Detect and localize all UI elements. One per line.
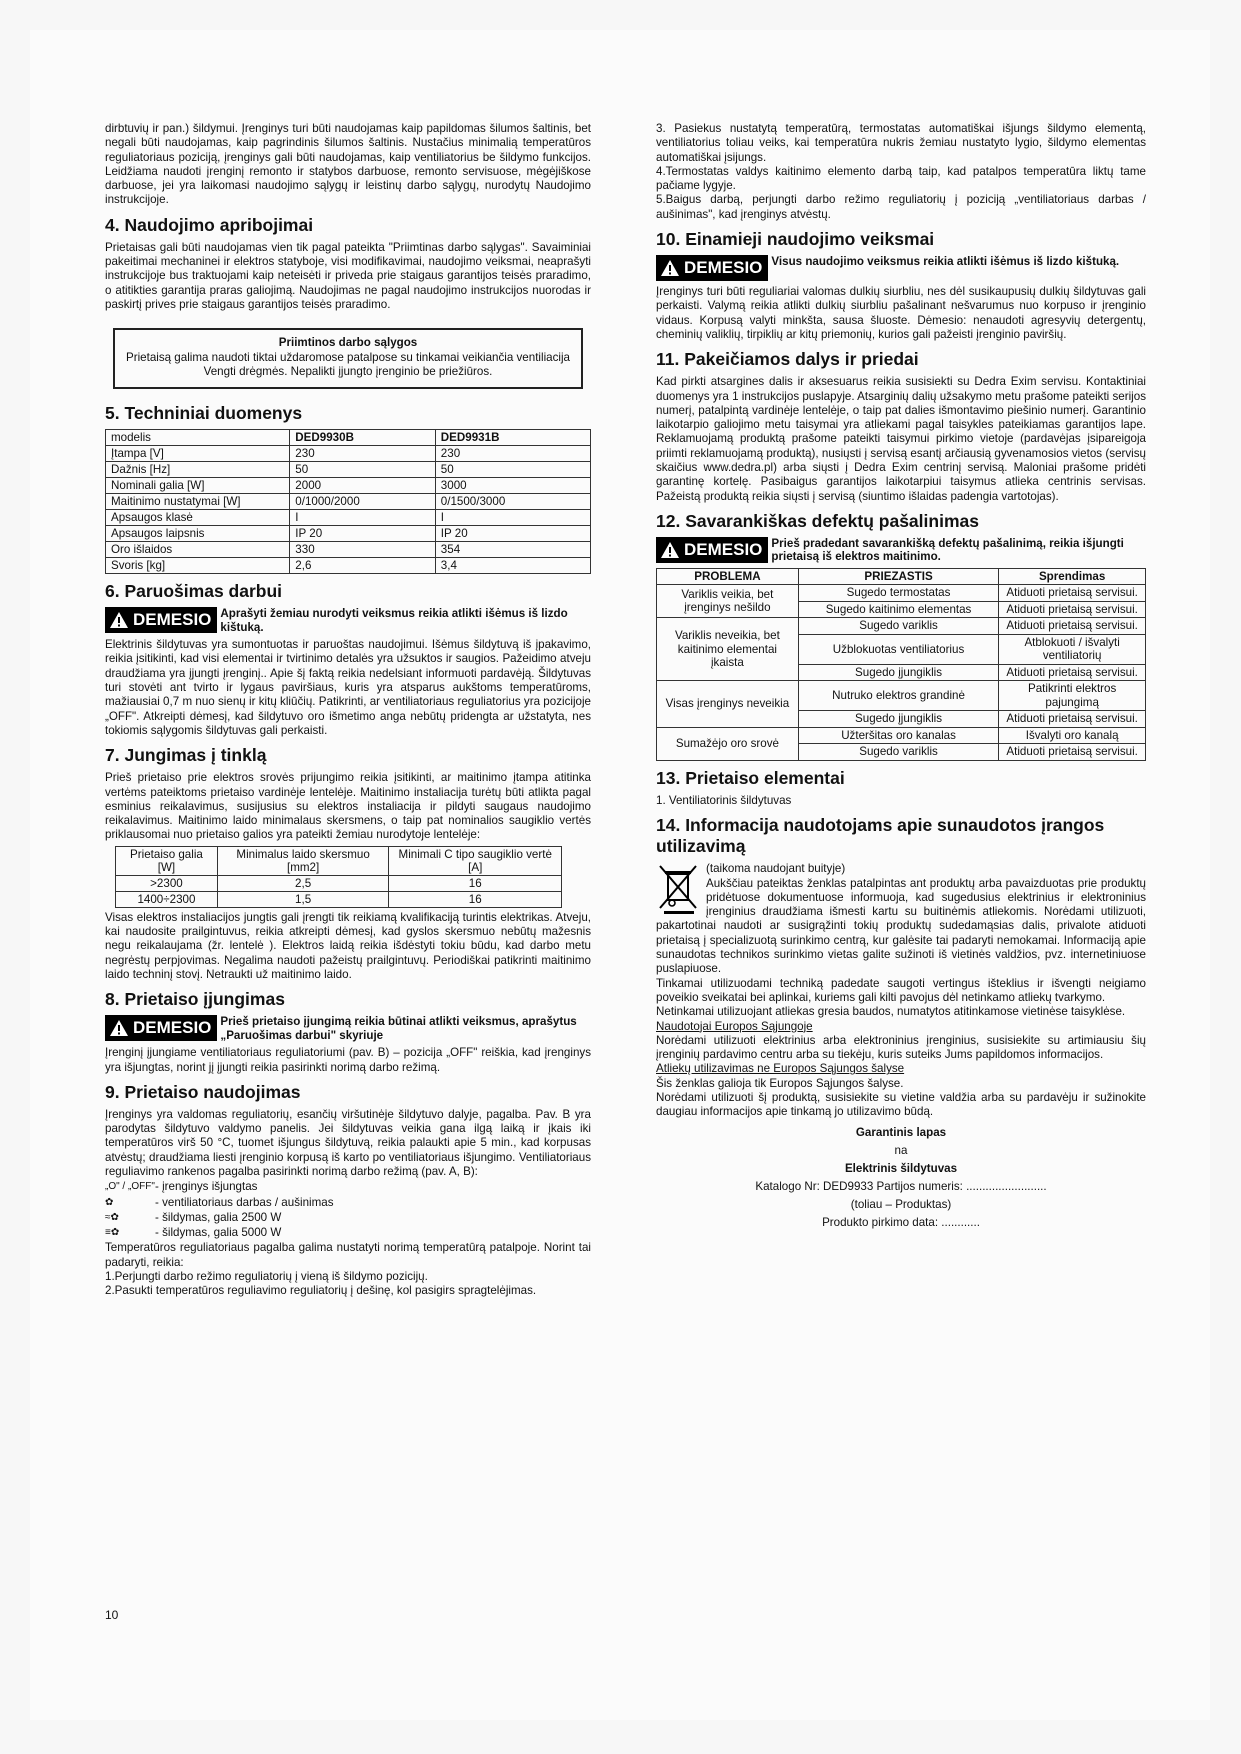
section-11-title: 11. Pakeičiamos dalys ir priedai: [656, 349, 919, 370]
cause-cell: Sugedo įjungiklis: [798, 711, 998, 728]
table-cell: Svoris [kg]: [106, 558, 290, 574]
intro-step-3: 3. Pasiekus nustatytą temperatūrą, termostatas automatiškai išjungs šildymo elementą, ventiliatorius toliau veiks, kai temperatūra nukris žemiau nustatyto lygio, šildymo elementas automatiškai įsijungs.: [656, 122, 1146, 164]
table-cell: 230: [290, 446, 436, 462]
warranty-date: Produkto pirkimo data: ............: [822, 1215, 980, 1229]
solution-cell: Atblokuoti / išvalyti ventiliatorių: [999, 634, 1146, 664]
conditions-box-title: Priimtinos darbo sąlygos: [278, 336, 418, 350]
section-14-text: Aukščiau pateiktas ženklas patalpintas ant produktų arba pavaizduotas prie produktų pridėtuose dokumentuose informuoja, kad sugedusius elektrinius ir elektroninius įrenginius draudžiama išmesti kartu su buitinėmis atliekomis. Norėdami utilizuoti, pakartotinai naudoti ar susigrąžinti tokių produktų sudedamąsias dalis, privalote atiduoti prietaisą į specializuotą surinkimo centrą, kur galėsite tai padaryti nemokamai. Informaciją apie sunaudotas technikos surinkimo vietas galite sužinoti iš vietinės valdžios, pvz. internetiniuose puslapiuose.: [656, 876, 1146, 976]
table-cell: Oro išlaidos: [106, 542, 290, 558]
tech-table-header: [106, 430, 591, 446]
non-eu-text-2: Norėdami utilizuoti šį produktą, susisiekite su vietine valdžia arba su pardavėju ir sužinokite daugiau informacijos apie tinkamą jo utilizavimo būdą.: [656, 1090, 1146, 1119]
cable-table-header: [116, 846, 562, 875]
crossed-bin-icon: [656, 862, 702, 914]
warning-text: Prieš pradedant savarankišką defektų pašalinimą, reikia išjungti prietaisą iš elektros maitinimo.: [771, 536, 1124, 564]
section-10-title: 10. Einamieji naudojimo veiksmai: [656, 229, 935, 250]
table-cell: 330: [290, 542, 436, 558]
intro-text: dirbtuvių ir pan.) šildymui. Įrenginys turi būti naudojamas kaip papildomas šilumos šaltinis, bet negali būti naudojamas, kaip pagrindinis šilumos šaltinis. Nustačius minimalią temperatūros reguliatoriaus poziciją, įrenginys gali būti naudojamas, kaip ventiliatorius be šildymo funkcijos. Leidžiama naudoti įrenginį remonto ir statybos darbuose, remonto servisuose, mėgėjiškose darbuose, jei yra laikomasi naudojimo sąlygų ir leistinų darbo sąlygų, nurodytų Naudojimo instrukcijoje.: [105, 122, 591, 207]
problem-cell: Visas įrenginys neveikia: [657, 681, 799, 728]
section-6-text: Elektrinis šildytuvas yra sumontuotas ir paruoštas naudojimui. Išėmus šildytuvą iš įpakavimo, reikia įsitikinti, kad visi elementai ir tvirtinimo detalės yra užsuktos ir saugios. Pažeidimo atveju draudžiama yra įjungti įrenginį.. Apie šį faktą reikia nedelsiant informuoti pardavėją. Šildytuvas turi stovėti ant tvirto ir lygaus paviršiaus, kuris yra atsparus aukštoms temperatūroms, mažiausiai 0,7 m nuo sienų ir kitų kliūčių. Patikrinti, ar ventiliatoriaus reguliatorius yra pozicijoje „OFF". Atkreipti dėmesį, kad šildytuvo oro išmetimo anga nebūtų pridengta ar užstatyta, nes tokiomis sąlygomis šildytuvas gali perkaisti.: [105, 638, 591, 737]
table-row: [106, 558, 591, 574]
warning-text: Aprašyti žemiau nurodyti veiksmus reikia atlikti išėmus iš lizdo kištuką.: [220, 607, 568, 634]
table-row: [657, 681, 1146, 711]
eu-title: Naudotojai Europos Sąjungoje: [656, 1019, 813, 1033]
table-cell: Maitinimo nustatymai [W]: [106, 494, 290, 510]
section-12-title: 12. Savarankiškas defektų pašalinimas: [656, 510, 979, 531]
section-14-subtitle: (taikoma naudojant buityje): [706, 862, 846, 876]
non-eu-text: Šis ženklas galioja tik Europos Sąjungos šalyse.: [656, 1076, 904, 1090]
warning-triangle-icon: [660, 541, 680, 559]
table-row: [106, 542, 591, 558]
table-cell: Apsaugos laipsnis: [106, 526, 290, 542]
table-cell: I: [290, 510, 436, 526]
solution-cell: Atiduoti prietaisą servisui.: [999, 601, 1146, 618]
table-row: [116, 875, 562, 891]
warning-block: [656, 255, 1146, 281]
section-9-text: Įrenginys yra valdomas reguliatorių, esančių viršutinėje šildytuvo dalyje, pagalba. Pav. B yra parodytas šildytuvo valdymo panelis. Jei šildytuvas veikia gana ilgą laiką ir įkais iki temperatūros virš 50 °C, tuomet išjungus šildytuvą, reikia palaukti apie 5 min., kad korpusas atvėstų; draudžiama liesti įrenginio korpusą iš karto po ventiliatoriaus išjungimo. Ventiliatoriaus reguliavimo rankenos pagalba pasirinkti norimą darbo režimą (pav. A, B):: [105, 1107, 591, 1178]
conditions-box: [113, 328, 583, 389]
page-number: 10: [105, 1608, 119, 1622]
section-7-title: 7. Jungimas į tinklą: [105, 745, 267, 766]
section-14-text-3: Netinkamai utilizuojant atliekas gresia baudos, numatytos atitinkamose vietinėse taisyklėse.: [656, 1005, 1126, 1019]
section-6-title: 6. Paruošimas darbui: [105, 581, 283, 602]
table-cell: >2300: [116, 875, 218, 891]
problem-cell: Variklis veikia, bet įrenginys nešildo: [657, 585, 799, 618]
section-9-step-1: 1.Perjungti darbo režimo reguliatorių į vieną iš šildymo pozicijų.: [105, 1270, 428, 1284]
section-9-title: 9. Prietaiso naudojimas: [105, 1081, 301, 1102]
table-header-cell: PROBLEMA: [657, 568, 799, 585]
table-header-cell: PRIEZASTIS: [798, 568, 998, 585]
table-cell: 50: [290, 462, 436, 478]
tech-table: [105, 429, 591, 574]
section-14-text-2: Tinkamai utilizuodami techniką padedate saugoti vertingus išteklius ir išvengti neigiamo poveikio sveikatai bei aplinkai, kuriems gali kilti pavojus dėl netinkamo atliekų tvarkymo.: [656, 976, 1146, 1004]
cause-cell: Sugedo įjungiklis: [798, 664, 998, 681]
fan-icon: ✿: [105, 1196, 114, 1208]
table-cell: 0/1000/2000: [290, 494, 436, 510]
warning-text: Prieš prietaiso įjungimą reikia būtinai atlikti veiksmus, aprašytus „Paruošimas darbui" skyriuje: [220, 1015, 577, 1042]
heat-low-icon: ≈✿: [105, 1211, 119, 1223]
section-7-text: Prieš prietaiso prie elektros srovės prijungimo reikia įsitikinti, ar maitinimo įtampa atitinka vertėms pateiktoms prietaiso vardinėje lentelėje. Maitinimo instaliacija turėtų būti atlikta pagal esminius reikalavimus, susijusius su elektros instaliacija ir pildyti saugaus naudojimo reikalavimus. Maitinimo laido minimalaus skersmens, o taip pat nominalios saugiklio vertės priklausomai nuo prietaiso galios yra pateikti žemiau nurodytoje lentelėje:: [105, 771, 591, 842]
table-cell: Minimalus laido skersmuo [mm2]: [217, 846, 388, 875]
section-9-text-2: Temperatūros reguliatoriaus pagalba galima nustatyti norimą temperatūrą patalpoje. Norint tai padaryti, reikia:: [105, 1241, 591, 1269]
table-row: [106, 526, 591, 542]
table-cell: 2000: [290, 478, 436, 494]
symbol-row: [105, 1226, 591, 1240]
cable-table: [115, 846, 562, 908]
table-row: [106, 510, 591, 526]
table-row: [116, 891, 562, 907]
cause-cell: Nutruko elektros grandinė: [798, 681, 998, 711]
symbol-desc: - šildymas, galia 2500 W: [155, 1210, 282, 1224]
section-14-title: 14. Informacija naudotojams apie sunaudotos įrangos utilizavimą: [656, 815, 1105, 857]
symbol-row: [105, 1196, 591, 1210]
table-row: [106, 478, 591, 494]
table-cell: I: [435, 510, 590, 526]
symbol-row: [105, 1211, 591, 1225]
weee-block: [656, 862, 1146, 976]
symbol-desc: - ventiliatoriaus darbas / aušinimas: [155, 1195, 334, 1209]
warning-label: DEMESIO: [133, 610, 212, 630]
right-column: [656, 122, 1146, 1232]
warning-text: Visus naudojimo veiksmus reikia atlikti išėmus iš lizdo kištuką.: [771, 255, 1120, 269]
table-cell: 230: [435, 446, 590, 462]
warning-label: DEMESIO: [133, 1018, 212, 1038]
left-column: [105, 122, 591, 1299]
table-cell: Minimali C tipo saugiklio vertė [A]: [389, 846, 562, 875]
warranty-block: [656, 1124, 1146, 1232]
section-7-text-2: Visas elektros instaliacijos jungtis gali įrengti tik reikiamą kvalifikaciją turintis elektrikas. Atveju, kai naudosite prailgintuvus, reikia atkreipti dėmesį, kad gyslos skersmuo nebūtų mažesnis negu reikalaujama (žr. lentelė ). Elektros laidą reikia išdėstyti tokiu būdu, kad darbo metu negrėstų perpjovimas. Negalima naudoti pažeistų prailgintuvų. Periodiškai patikrinti maitinimo laido techninį stovį. Netraukti už maitinimo laido.: [105, 910, 591, 981]
symbol-row: [105, 1180, 591, 1194]
problem-cell: Variklis neveikia, bet kaitinimo elementai įkaista: [657, 618, 799, 681]
solution-cell: Patikrinti elektros pajungimą: [999, 681, 1146, 711]
warranty-product: Elektrinis šildytuvas: [844, 1161, 958, 1175]
warranty-toliau: (toliau – Produktas): [850, 1197, 952, 1211]
non-eu-title: Atliekų utilizavimas ne Europos Sąjungos šalyse: [656, 1062, 905, 1076]
table-cell: Nominali galia [W]: [106, 478, 290, 494]
table-cell: 3,4: [435, 558, 590, 574]
table-cell: Dažnis [Hz]: [106, 462, 290, 478]
table-cell: Įtampa [V]: [106, 446, 290, 462]
warning-badge: [656, 537, 768, 563]
warning-label: DEMESIO: [684, 258, 763, 278]
section-4-text: Prietaisas gali būti naudojamas vien tik pagal pateikta "Priimtinas darbo sąlygas". Savaiminiai pakeitimai mechaninei ir elektros statyboje, visi modifikavimai, naudojimo veiksmai, neaprašyti instrukcijoje bus traktuojami kaip neteisėti ir priveda prie staigaus garantijos teisės praradimo, o atitikties garantija praras galiojimą. Naudojimas ne pagal naudojimo instrukcijos nuorodas ir paskirtį prives prie staigaus garantijos teisės praradimo.: [105, 240, 591, 311]
warranty-na: na: [894, 1143, 908, 1157]
intro-step-4: 4.Termostatas valdys kaitinimo elemento darbą taip, kad patalpos temperatūra liktų tame pačiame lygyje.: [656, 164, 1146, 193]
cause-cell: Sugedo termostatas: [798, 585, 998, 602]
section-5-title: 5. Techniniai duomenys: [105, 403, 303, 424]
solution-cell: Išvalyti oro kanalą: [999, 727, 1146, 744]
section-8-text: Įrenginį įjungiame ventiliatoriaus reguliatoriumi (pav. B) – pozicija „OFF" reiškia, kad įrenginys yra išjungtas, norint jį įjungti reikia pasirinkti norimą darbo režimą.: [105, 1046, 591, 1074]
warning-block: [105, 607, 591, 634]
warning-block: [656, 537, 1146, 564]
table-row: [657, 727, 1146, 744]
table-cell: 1400÷2300: [116, 891, 218, 907]
section-10-text: Įrenginys turi būti reguliariai valomas dulkių siurbliu, nes dėl susikaupusių dulkių šildytuvas gali perkaisti. Valymą reikia atlikti dulkių siurbliu pašalinant nešvarumus nuo korpuso ir įrenginio vidaus. Korpusą valyti minkšta, sausa šluoste. Dėmesio: nenaudoti agresyvių detergentų, cheminių valiklių, tirpiklių ar kitų priemonių, kurios gali pažeisti įrenginio paviršių.: [656, 285, 1146, 341]
warning-block: [105, 1015, 591, 1042]
table-cell: 16: [389, 891, 562, 907]
solution-cell: Atiduoti prietaisą servisui.: [999, 744, 1146, 761]
heat-high-icon: ≡✿: [105, 1227, 120, 1239]
table-cell: 1,5: [217, 891, 388, 907]
table-row: [657, 618, 1146, 635]
solution-cell: Atiduoti prietaisą servisui.: [999, 618, 1146, 635]
section-11-text: Kad pirkti atsargines dalis ir aksesuarus reikia susisiekti su Dedra Exim servisu. Kontaktiniai duomenys yra 1 instrukcijos puslapyje. Atsarginių dalių užsakymo metu prašome pateikti serijos numerį, patalpintą vardinėje lentelėje, o taip pat dalies išmontavimo piešinio numerį. Garantinio laikotarpio galiojimo metu taisymai yra atliekami pagal taisykles pateikiamas garantijos lape. Reklamuojamą produktą prašome pateikti taisymui pirkimo vietoje (pardavėjas įsipareigoja priimti reklamuojamą produktą), nusiųsti į servisą esantį arčiausią gyvenamosios vietos (servisų skaičius www.dedra.pl) arba siųsti į Dedra Exim centrinį servisą. Maloniai prašome pridėti garantinę kortelę. Pasibaigus garantijos laikotarpiui taisymus atlieka centrinis servisas. Pažeistą produktą reikia siųsti į servisą (siuntimo išlaidas padengia vartotojas).: [656, 375, 1146, 503]
cause-cell: Užblokuotas ventiliatorius: [798, 634, 998, 664]
warning-label: DEMESIO: [684, 539, 763, 559]
warning-triangle-icon: [660, 259, 680, 277]
trouble-header: [657, 568, 1146, 585]
section-13-title: 13. Prietaiso elementai: [656, 767, 845, 788]
table-cell: Prietaiso galia [W]: [116, 846, 218, 875]
tech-header-cell: modelis: [106, 430, 290, 446]
section-4-title: 4. Naudojimo apribojimai: [105, 214, 314, 235]
warning-badge: [105, 607, 217, 633]
table-row: [106, 494, 591, 510]
intro-step-5: 5.Baigus darbą, perjungti darbo režimo reguliatorių į poziciją „ventiliatoriaus darbas / aušinimas", kad įrenginys atvėstų.: [656, 193, 1146, 221]
cause-cell: Sugedo variklis: [798, 744, 998, 761]
table-cell: 0/1500/3000: [435, 494, 590, 510]
table-row: [106, 462, 591, 478]
table-cell: 50: [435, 462, 590, 478]
solution-cell: Atiduoti prietaisą servisui.: [999, 664, 1146, 681]
conditions-box-text: Prietaisą galima naudoti tiktai uždaromose patalpose su tinkamai veikiančia ventiliacija Vengti drėgmės. Nepalikti įjungto įrenginio be priežiūros.: [125, 350, 571, 378]
table-cell: 354: [435, 542, 590, 558]
warranty-title: Garantinis lapas: [855, 1125, 947, 1139]
warning-badge: [656, 255, 768, 281]
tech-header-cell: DED9930B: [290, 430, 436, 446]
warning-badge: [105, 1015, 217, 1041]
solution-cell: Atiduoti prietaisą servisui.: [999, 585, 1146, 602]
off-symbol: „O" / „OFF": [105, 1181, 155, 1193]
table-cell: 2,6: [290, 558, 436, 574]
table-cell: IP 20: [435, 526, 590, 542]
section-13-text: 1. Ventiliatorinis šildytuvas: [656, 793, 792, 807]
table-row: [106, 446, 591, 462]
cause-cell: Užteršitas oro kanalas: [798, 727, 998, 744]
problem-cell: Sumažėjo oro srovė: [657, 727, 799, 760]
warranty-catalog: Katalogo Nr: DED9933 Partijos numeris: .........................: [755, 1179, 1047, 1193]
symbol-desc: - šildymas, galia 5000 W: [155, 1226, 282, 1240]
solution-cell: Atiduoti prietaisą servisui.: [999, 711, 1146, 728]
eu-text: Norėdami utilizuoti elektrinius arba elektroninius įrenginius, susisiekite su artimiausiu šių įrenginių pardavimo centru arba su tiekėju, kuris suteiks Jums papildomos informacijos.: [656, 1033, 1146, 1062]
cause-cell: Sugedo kaitinimo elementas: [798, 601, 998, 618]
section-8-title: 8. Prietaiso įjungimas: [105, 989, 285, 1010]
table-row: [657, 585, 1146, 602]
warning-triangle-icon: [109, 1019, 129, 1037]
cause-cell: Sugedo variklis: [798, 618, 998, 635]
table-cell: 2,5: [217, 875, 388, 891]
troubleshooting-table: [656, 568, 1146, 761]
table-cell: Apsaugos klasė: [106, 510, 290, 526]
section-9-step-2: 2.Pasukti temperatūros reguliavimo reguliatorių į dešinę, kol pasigirs spragtelėjimas.: [105, 1284, 537, 1298]
table-cell: 16: [389, 875, 562, 891]
table-cell: IP 20: [290, 526, 436, 542]
tech-header-cell: DED9931B: [435, 430, 590, 446]
warning-triangle-icon: [109, 611, 129, 629]
table-cell: 3000: [435, 478, 590, 494]
table-header-cell: Sprendimas: [999, 568, 1146, 585]
symbol-desc: - įrenginys išjungtas: [155, 1180, 258, 1194]
